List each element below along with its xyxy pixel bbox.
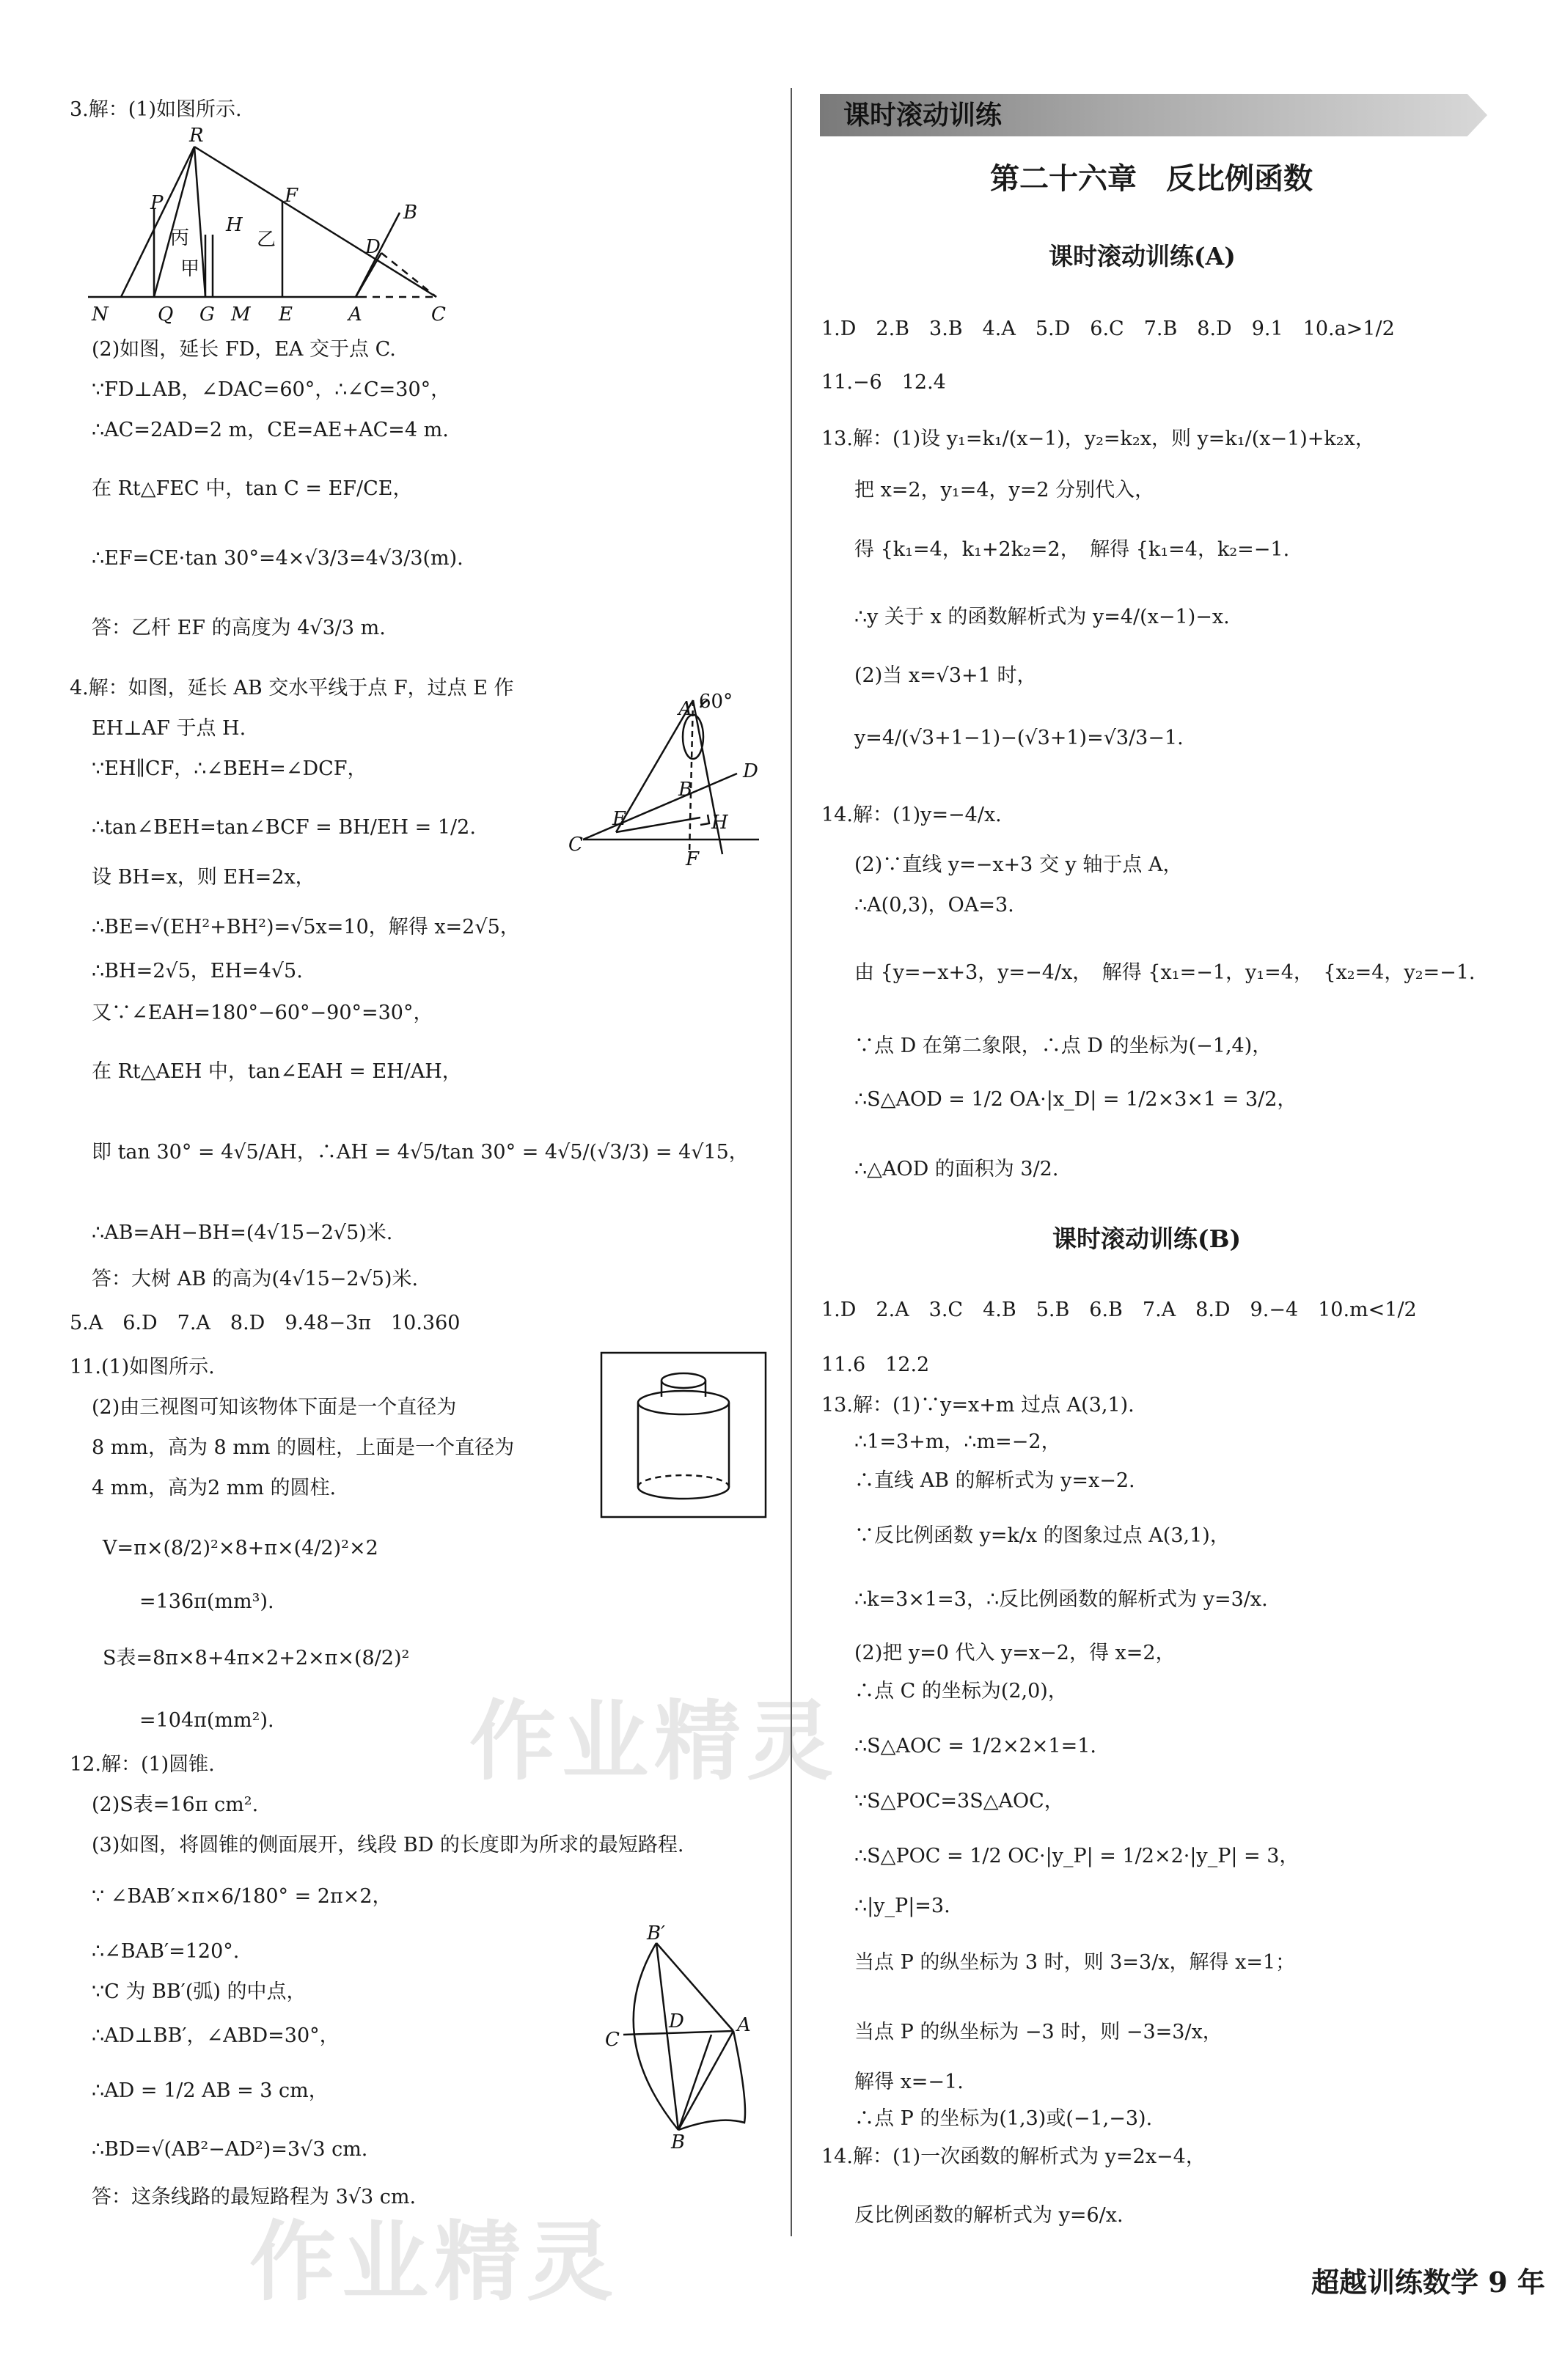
fig3-label-P: P (150, 192, 164, 214)
text-line: ∴EF=CE·tan 30°=4×√3/3=4√3/3(m). (92, 547, 463, 570)
text-line: ∴A(0,3)，OA=3. (854, 894, 1014, 917)
fig3-label-A: A (348, 304, 362, 326)
text-line: ∵S△POC=3S△AOC， (854, 1790, 1064, 1812)
text-line: ∴BE=√(EH²+BH²)=√5x=10，解得 x=2√5， (92, 916, 520, 939)
fig12-label-B: B (671, 2131, 686, 2153)
text-line: ∵反比例函数 y=k/x 的图象过点 A(3,1)， (854, 1524, 1230, 1547)
fig4-label-B: B (678, 779, 693, 801)
text-line: 14.解：(1)y=−4/x. (821, 804, 1002, 826)
fig12-label-Bprime: B′ (647, 1922, 666, 1944)
text-line: ∴tan∠BEH=tan∠BCF = BH/EH = 1/2. (92, 816, 476, 839)
text-line: 得 {k₁=4，k₁+2k₂=2， 解得 {k₁=4，k₂=−1. (854, 538, 1290, 561)
text-line: ∴AC=2AD=2 m，CE=AE+AC=4 m. (92, 419, 449, 441)
figure-12-cone-net (601, 1922, 777, 2153)
fig3-label-Q: Q (158, 304, 174, 326)
text-line: 5.A 6.D 7.A 8.D 9.48−3π 10.360 (70, 1312, 461, 1334)
fig4-label-60: 60° (699, 691, 733, 713)
text-line: ∴∠BAB′=120°. (92, 1940, 240, 1963)
fig3-label-D: D (365, 236, 381, 258)
fig3-label-R: R (189, 125, 204, 147)
text-line: (2)把 y=0 代入 y=x−2，得 x=2， (854, 1642, 1176, 1664)
text-line: 又∵∠EAH=180°−60°−90°=30°， (92, 1002, 433, 1024)
fig4-label-A: A (678, 698, 692, 720)
text-line: 当点 P 的纵坐标为 3 时，则 3=3/x，解得 x=1； (854, 1951, 1296, 1974)
text-line: 答：乙杆 EF 的高度为 4√3/3 m. (92, 617, 386, 639)
text-line: ∴y 关于 x 的函数解析式为 y=4/(x−1)−x. (854, 606, 1230, 628)
text-line: 答：大树 AB 的高为(4√15−2√5)米. (92, 1268, 419, 1290)
fig4-label-F: F (686, 848, 700, 870)
figure-4-diagram (568, 686, 781, 869)
text-line: (2)由三视图可知该物体下面是一个直径为 (92, 1396, 457, 1419)
text-line: ∴点 P 的坐标为(1,3)或(−1,−3). (854, 2107, 1153, 2130)
fig3-label-H: H (226, 214, 243, 236)
text-line: 4 mm，高为2 mm 的圆柱. (92, 1477, 337, 1499)
text-line: y=4/(√3+1−1)−(√3+1)=√3/3−1. (854, 727, 1184, 749)
text-line: ∴点 C 的坐标为(2,0)， (854, 1680, 1068, 1703)
text-line: ∴AD = 1/2 AB = 3 cm， (92, 2079, 329, 2102)
banner-title: 课时滚动训练 (843, 100, 1003, 131)
text-line: 当点 P 的纵坐标为 −3 时，则 −3=3/x， (854, 2021, 1223, 2043)
text-line: 11.−6 12.4 (821, 371, 946, 394)
text-line: 即 tan 30° = 4√5/AH，∴AH = 4√5/tan 30° = 4√5/(√3/3) = 4√15， (92, 1141, 749, 1164)
text-line: =104π(mm²). (139, 1709, 274, 1732)
fig4-label-C: C (568, 834, 583, 856)
chapter-title: 第二十六章 反比例函数 (990, 161, 1313, 196)
text-line: (2)当 x=√3+1 时， (854, 664, 1037, 687)
text-line: 11.6 12.2 (821, 1354, 930, 1376)
text-line: ∴△AOD 的面积为 3/2. (854, 1158, 1059, 1180)
fig3-label-N: N (92, 304, 109, 326)
text-line: 12.解：(1)圆锥. (70, 1753, 215, 1776)
text-line: ∴|y_P|=3. (854, 1895, 950, 1917)
text-line: S表=8π×8+4π×2+2×π×(8/2)² (103, 1647, 410, 1670)
fig3-label-C: C (431, 304, 446, 326)
figure-3-diagram (81, 125, 462, 326)
text-line: 1.D 2.A 3.C 4.B 5.B 6.B 7.A 8.D 9.−4 10.m<1/2 (821, 1299, 1417, 1321)
fig3-label-F: F (285, 185, 298, 207)
text-line: 答：这条线路的最短路程为 3√3 cm. (92, 2186, 417, 2208)
text-line: ∵点 D 在第二象限，∴点 D 的坐标为(−1,4)， (854, 1035, 1272, 1057)
text-line: 13.解：(1)设 y₁=k₁/(x−1)，y₂=k₂x，则 y=k₁/(x−1)+k₂x， (821, 427, 1375, 450)
text-line: EH⊥AF 于点 H. (92, 717, 246, 740)
fig12-label-C: C (605, 2029, 620, 2051)
text-line: =136π(mm³). (139, 1590, 274, 1613)
text-line: 4.解：如图，延长 AB 交水平线于点 F，过点 E 作 (70, 677, 514, 699)
fig3-label-B: B (403, 202, 418, 224)
text-line: ∵C 为 BB′(弧) 的中点， (92, 1980, 307, 2003)
fig3-label-M: M (231, 304, 251, 326)
text-line: ∴直线 AB 的解析式为 y=x−2. (854, 1469, 1135, 1492)
fig4-label-H: H (711, 812, 728, 834)
watermark: 作业精灵 (469, 1690, 840, 1792)
text-line: 13.解：(1)∵y=x+m 过点 A(3,1). (821, 1394, 1135, 1417)
text-line: 设 BH=x，则 EH=2x， (92, 866, 315, 889)
text-line: ∵ ∠BAB′×π×6/180° = 2π×2， (92, 1885, 392, 1908)
fig3-label-G: G (199, 304, 215, 326)
fig4-label-E: E (612, 808, 626, 830)
text-line: ∵FD⊥AB，∠DAC=60°，∴∠C=30°， (92, 378, 451, 401)
text-line: 1.D 2.B 3.B 4.A 5.D 6.C 7.B 8.D 9.1 10.a>1/2 (821, 317, 1395, 340)
text-line: ∴AD⊥BB′，∠ABD=30°， (92, 2024, 340, 2047)
fig3-label-yi: 乙 (257, 229, 276, 251)
fig3-label-bing: 丙 (170, 227, 190, 249)
watermark: 作业精灵 (249, 2211, 620, 2313)
section-b-title: 课时滚动训练(B) (1052, 1224, 1242, 1253)
text-line: 由 {y=−x+3，y=−4/x， 解得 {x₁=−1，y₁=4， {x₂=4，y₂=−1. (854, 961, 1476, 984)
text-line: 11.(1)如图所示. (70, 1356, 215, 1378)
text-line: ∴BD=√(AB²−AD²)=3√3 cm. (92, 2138, 368, 2161)
text-line: 3.解：(1)如图所示. (70, 98, 242, 121)
section-a-title: 课时滚动训练(A) (1049, 242, 1236, 271)
fig4-label-D: D (743, 760, 758, 782)
text-line: (2)如图，延长 FD，EA 交于点 C. (92, 338, 396, 361)
fig3-label-E: E (279, 304, 293, 326)
fig3-label-jia: 甲 (180, 258, 200, 280)
text-line: 把 x=2，y₁=4，y=2 分别代入， (854, 479, 1155, 502)
fig12-label-A: A (737, 2014, 751, 2036)
column-divider (791, 88, 792, 2236)
text-line: ∴S△AOC = 1/2×2×1=1. (854, 1735, 1096, 1758)
text-line: ∴S△AOD = 1/2 OA·|x_D| = 1/2×3×1 = 3/2， (854, 1088, 1297, 1111)
text-line: (2)S表=16π cm². (92, 1793, 259, 1816)
text-line: 解得 x=−1. (854, 2071, 964, 2093)
figure-11-cylinder (600, 1351, 769, 1520)
text-line: ∴S△POC = 1/2 OC·|y_P| = 1/2×2·|y_P| = 3， (854, 1845, 1300, 1867)
text-line: 在 Rt△FEC 中，tan C = EF/CE， (92, 477, 413, 500)
text-line: ∴1=3+m，∴m=−2， (854, 1430, 1061, 1453)
text-line: 14.解：(1)一次函数的解析式为 y=2x−4， (821, 2145, 1206, 2168)
text-line: ∴k=3×1=3，∴反比例函数的解析式为 y=3/x. (854, 1588, 1268, 1611)
text-line: V=π×(8/2)²×8+π×(4/2)²×2 (103, 1537, 378, 1560)
text-line: (2)∵直线 y=−x+3 交 y 轴于点 A， (854, 853, 1183, 876)
text-line: ∴BH=2√5，EH=4√5. (92, 960, 303, 983)
text-line: 反比例函数的解析式为 y=6/x. (854, 2204, 1124, 2227)
text-line: 8 mm，高为 8 mm 的圆柱，上面是一个直径为 (92, 1436, 515, 1459)
fig12-label-D: D (669, 2010, 684, 2032)
text-line: 在 Rt△AEH 中，tan∠EAH = EH/AH， (92, 1060, 462, 1083)
page-footer: 超越训练数学 9 年 (1311, 2266, 1545, 2299)
text-line: (3)如图，将圆锥的侧面展开，线段 BD 的长度即为所求的最短路程. (92, 1834, 684, 1856)
text-line: ∵EH∥CF，∴∠BEH=∠DCF， (92, 757, 367, 780)
text-line: ∴AB=AH−BH=(4√15−2√5)米. (92, 1222, 393, 1244)
